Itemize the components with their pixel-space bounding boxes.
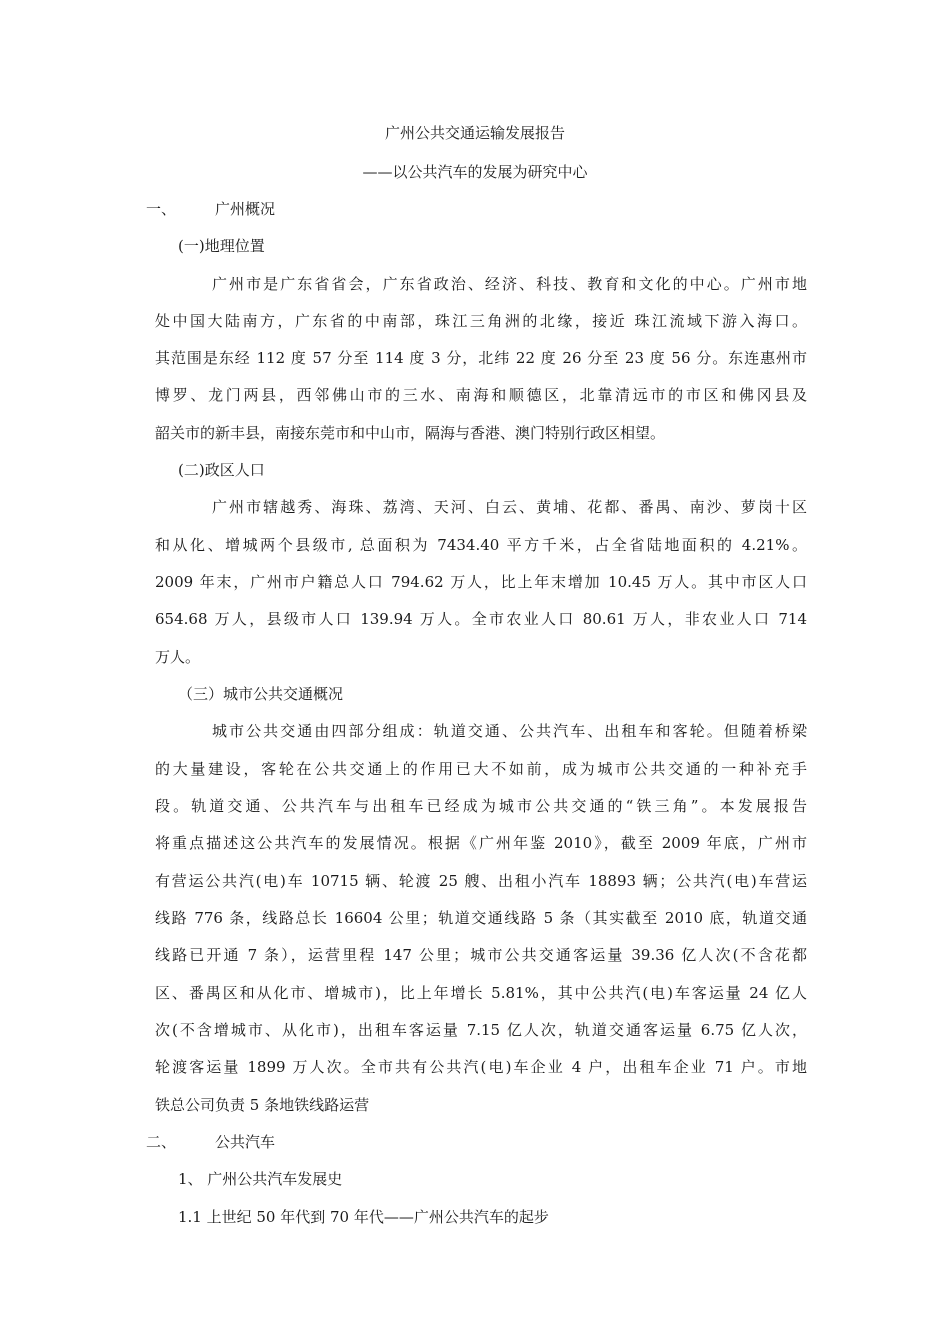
paragraph-line: 广州市是广东省省会，广东省政治、经济、科技、教育和文化的中心。广州市地 bbox=[212, 275, 807, 293]
paragraph-line: 广州市辖越秀、海珠、荔湾、天河、白云、黄埔、花都、番禺、南沙、萝岗十区 bbox=[212, 498, 807, 516]
paragraph-line: 的大量建设，客轮在公共交通上的作用已大不如前，成为城市公共交通的一种补充手 bbox=[155, 760, 807, 778]
section-2-item: 1、 广州公共汽车发展史 bbox=[178, 1170, 343, 1188]
document-title: 广州公共交通运输发展报告 bbox=[384, 124, 565, 142]
paragraph-line: 654.68 万人，县级市人口 139.94 万人。全市农业人口 80.61 万人，非农业人口 714 bbox=[155, 610, 807, 628]
paragraph-line: 区、番禺区和从化市、增城市)，比上年增长 5.81%，其中公共汽(电)车客运量 24 亿人 bbox=[155, 984, 807, 1002]
paragraph-line: 铁总公司负责 5 条地铁线路运营 bbox=[155, 1096, 370, 1114]
subsection-1-heading: (一)地理位置 bbox=[178, 237, 265, 255]
paragraph-line: 其范围是东经 112 度 57 分至 114 度 3 分，北纬 22 度 26 分至 23 度 56 分。东连惠州市 bbox=[155, 349, 807, 367]
paragraph-line: 线路 776 条，线路总长 16604 公里；轨道交通线路 5 条（其实截至 2010 底，轨道交通 bbox=[155, 909, 807, 927]
paragraph-line: 处中国大陆南方，广东省的中南部，珠江三角洲的北缘，接近 珠江流域下游入海口。 bbox=[155, 312, 807, 330]
section-2-item: 1.1 上世纪 50 年代到 70 年代——广州公共汽车的起步 bbox=[178, 1208, 549, 1226]
section-2-heading: 公共汽车 bbox=[215, 1133, 276, 1151]
paragraph-line: 次(不含增城市、从化市)，出租车客运量 7.15 亿人次，轨道交通客运量 6.75 亿人次， bbox=[155, 1021, 807, 1039]
paragraph-line: 和从化、增城两个县级市, 总面积为 7434.40 平方千米，占全省陆地面积的 4.21%。 bbox=[155, 536, 807, 554]
paragraph-line: 韶关市的新丰县，南接东莞市和中山市，隔海与香港、澳门特别行政区相望。 bbox=[155, 424, 666, 442]
paragraph-line: 段。轨道交通、公共汽车与出租车已经成为城市公共交通的“铁三角”。本发展报告 bbox=[155, 797, 807, 815]
section-1-heading: 广州概况 bbox=[215, 200, 276, 218]
paragraph-line: 轮渡客运量 1899 万人次。全市共有公共汽(电)车企业 4 户，出租车企业 71 户。市地 bbox=[155, 1058, 807, 1076]
document-subtitle: ——以公共汽车的发展为研究中心 bbox=[362, 163, 588, 181]
paragraph-line: 线路已开通 7 条），运营里程 147 公里；城市公共交通客运量 39.36 亿人次(不含花都 bbox=[155, 946, 807, 964]
subsection-3-heading: （三）城市公共交通概况 bbox=[178, 685, 344, 703]
section-1-number: 一、 bbox=[146, 200, 177, 218]
paragraph-line: 万人。 bbox=[155, 648, 201, 666]
subsection-2-heading: (二)政区人口 bbox=[178, 461, 265, 479]
paragraph-line: 将重点描述这公共汽车的发展情况。根据《广州年鉴 2010》，截至 2009 年底，广州市 bbox=[155, 834, 807, 852]
paragraph-line: 2009 年末，广州市户籍总人口 794.62 万人，比上年末增加 10.45 万人。其中市区人口 bbox=[155, 573, 807, 591]
paragraph-line: 博罗、龙门两县，西邻佛山市的三水、南海和顺德区，北靠清远市的市区和佛冈县及 bbox=[155, 386, 807, 404]
paragraph-line: 城市公共交通由四部分组成：轨道交通、公共汽车、出租车和客轮。但随着桥梁 bbox=[212, 722, 807, 740]
section-2-number: 二、 bbox=[146, 1133, 177, 1151]
paragraph-line: 有营运公共汽(电)车 10715 辆、轮渡 25 艘、出租小汽车 18893 辆；公共汽(电)车营运 bbox=[155, 872, 807, 890]
